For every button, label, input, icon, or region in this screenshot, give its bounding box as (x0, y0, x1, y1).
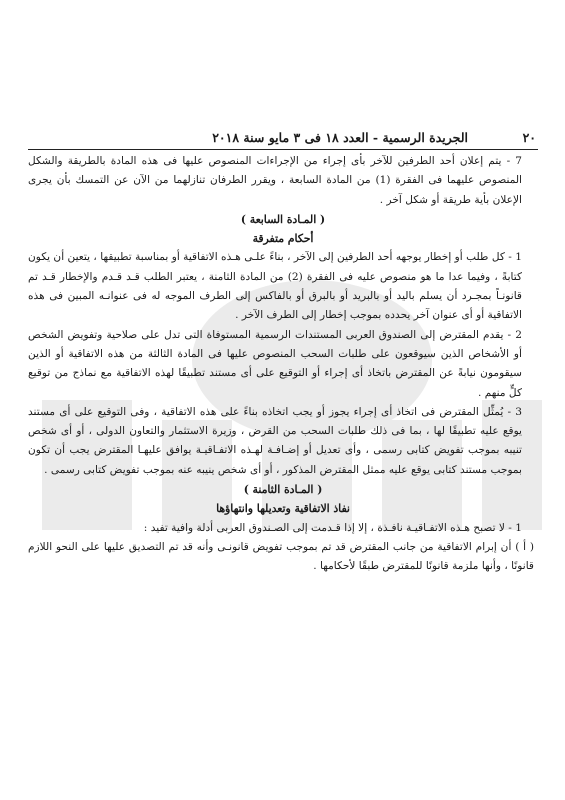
article-8-paragraph-1: 1 - لا تصبح هـذه الاتفـاقيـة نافـذة ، إلا إذا قـدمت إلى الصـندوق العربى أدلة وافية تفيد : (143, 521, 522, 534)
article-8-subtitle: نفاذ الاتفاقية وتعديلها وانتهاؤها (216, 502, 350, 516)
article-8-item-a: ( أ ) أن إبرام الاتفاقية من جانب المقترض قد تم بموجب تفويض قانونـى وأنه قد تم التصديق عليها على النحو اللازم قانونًا ، وأنها ملزمة قانونًا للمقترض طبقًا لأحكامها . (28, 540, 534, 573)
document-body (28, 152, 538, 577)
article-7-paragraph-3: 3 - يُمثِّل المقترض فى اتخاذ أى إجراء يجوز أو يجب اتخاذه بناءً على هذه الاتفاقية ، وفى التوقيع على أى مستند يوقع عليه تطبيقًا لها ، بما فى ذلك طلبات السحب من القرض ، وزيرة الاستثمار والتعاون الدولى ، أو أى شخص تنيبه بموجب تفويض كتابى رسمى ، وأى تعديل أو إضـافـة لهـذه الاتفـاقيـة يوافق عليهـا المقترض يجب أن تكون بموجب مستند كتابى يوقع عليه ممثل المقترض المذكور ، أو أى شخص ينيبه عنه بموجب تفويض كتابى رسمى . (28, 405, 522, 476)
article-7-title: ( المـادة السابعة ) (240, 212, 326, 226)
page-number: ٢٠ (522, 130, 536, 145)
article-7-subtitle: أحكام متفرقة (252, 232, 314, 246)
page-header (28, 127, 538, 150)
article-8-title: ( المـادة الثامنة ) (243, 483, 323, 497)
gazette-title: الجريدة الرسمية - العدد ١٨ فى ٣ مايو سنة ٢٠١٨ (212, 130, 468, 145)
article-7-paragraph-1: 1 - كل طلب أو إخطار يوجهه أحد الطرفين إلى الآخر ، بناءً علـى هـذه الاتفاقية أو بمناسبة تطبيقها ، يتعين أن يكون كتابةً ، وفيما عدا ما هو منصوص عليه فى الفقرة (2) من المادة الثامنة ، يعتبر الطلب قـد قـدم والإخطار قـد تم قانونـاً بمجـرد أن يسلم باليد أو بالبريد أو بالبرق أو بالفاكس إلى الطرف الموجه له فى عنوانـه المبين فى هذه الاتفاقية أو أى عنوان آخر يحدده بموجب إخطار إلى الطرف الآخر . (28, 251, 522, 322)
article-7-paragraph-2: 2 - يقدم المقترض إلى الصندوق العربى المستندات الرسمية المستوفاة التى تدل على صلاحية وتفويض الشخص أو الأشخاص الذين سيوقعون على طلبات السحب المنصوص عليها فى المادة الثالثة من هذه الاتفاقية أو الذين سيقومون نيابةً عن المقترض باتخاذ أى إجراء أو التوقيع على أى مستند تطبيقًا لهذه الاتفاقية مع نماذج من توقيع كلٍّ منهم . (28, 328, 522, 399)
paragraph-7: 7 - يتم إعلان أحد الطرفين للآخر بأى إجراء من الإجراءات المنصوص عليها فى هذه المادة بالطريقة والشكل المنصوص عليهما فى الفقرة (1) من المادة السابعة ، ويقرر الطرفان تنازلهما من الآن عن التمسك بأن يجرى الإعلان بأية طريقة أو شكل آخر . (28, 155, 522, 206)
